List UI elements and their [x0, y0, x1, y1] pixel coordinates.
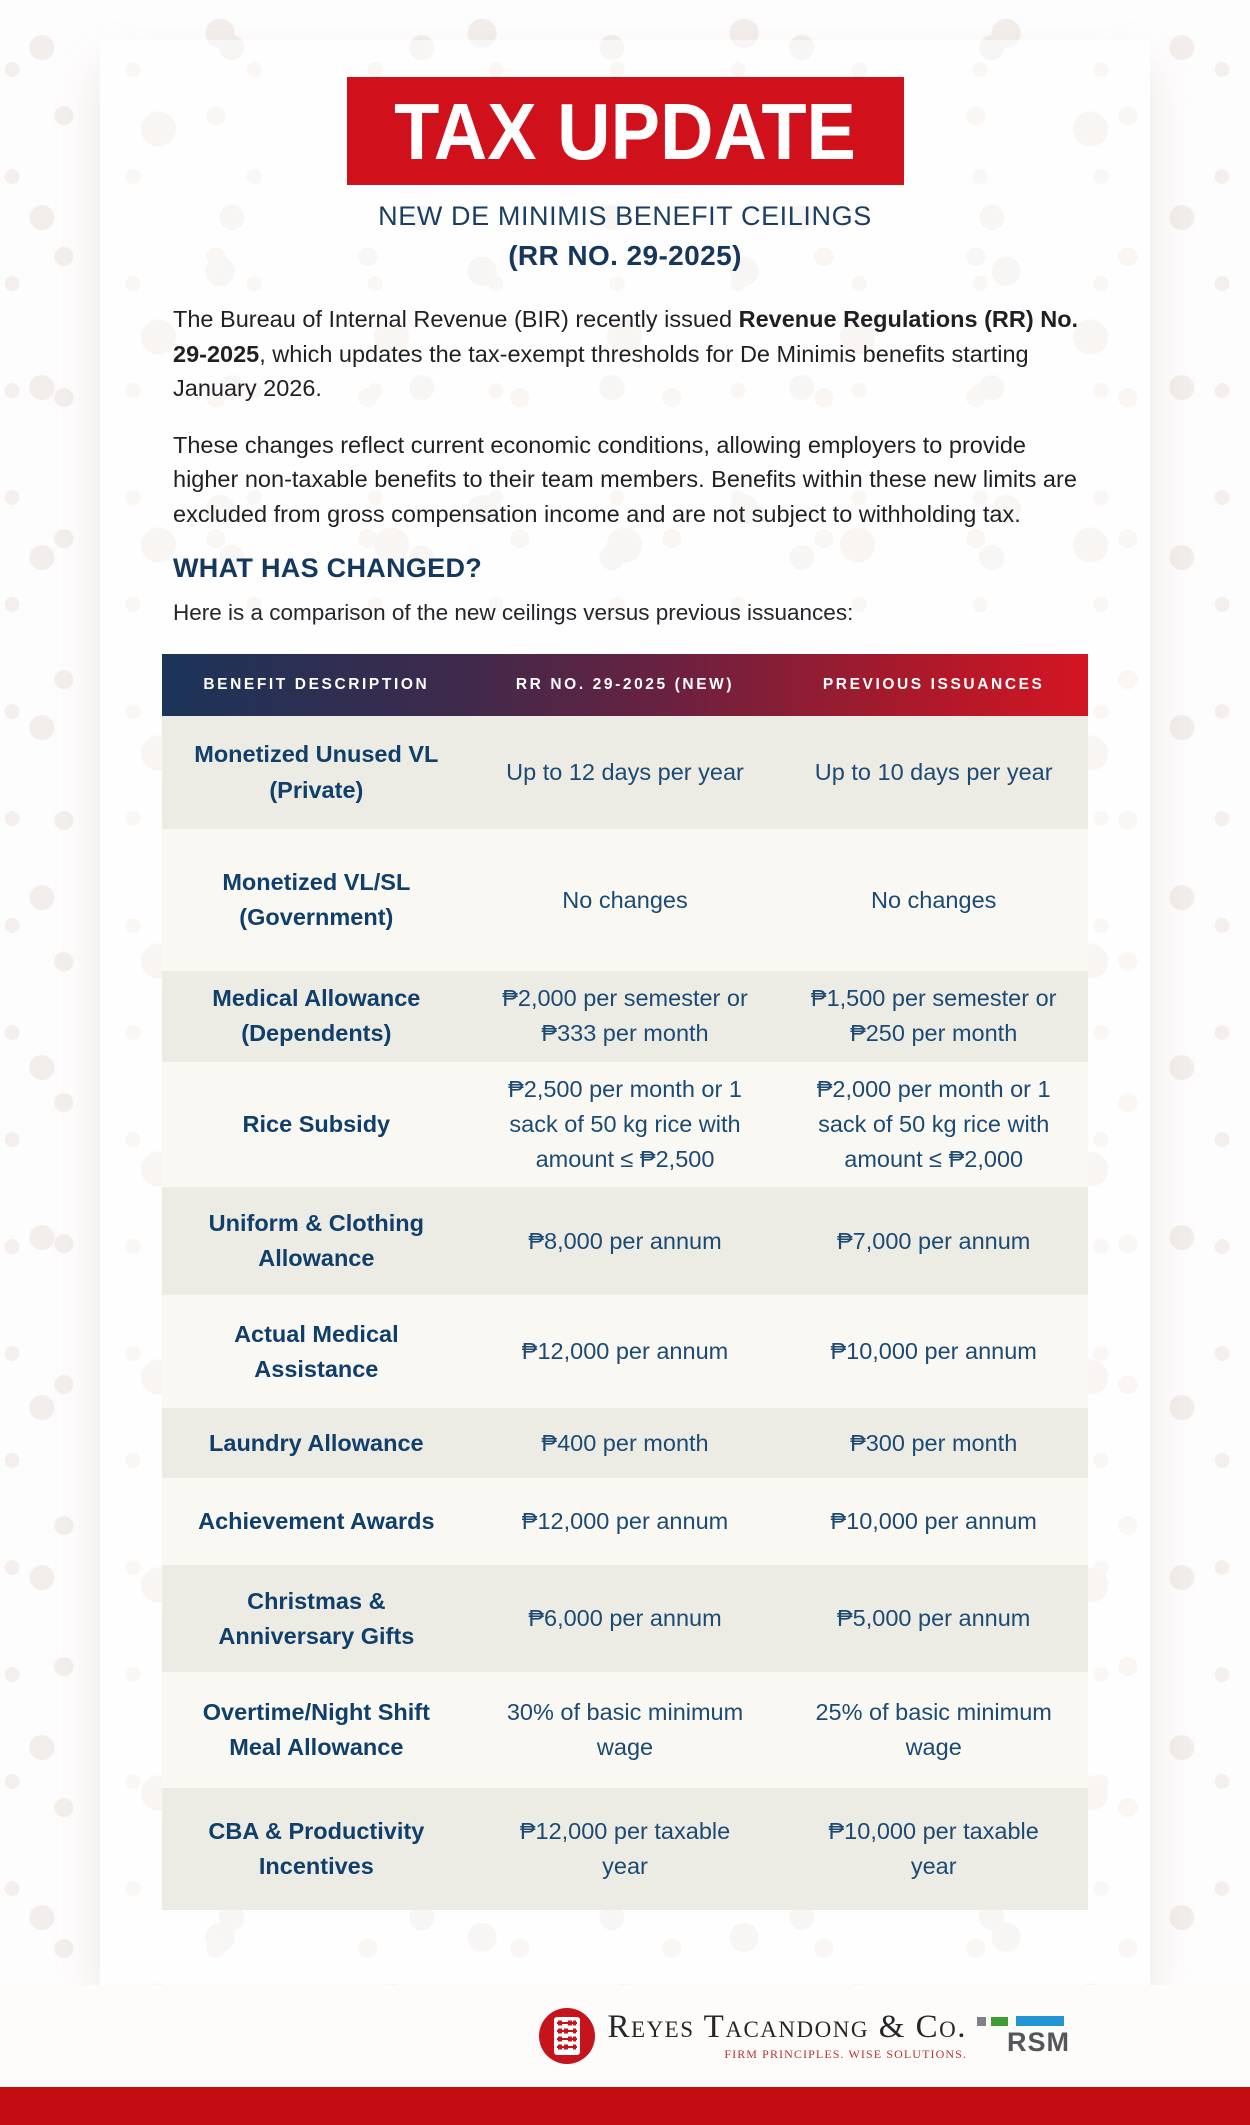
intro-paragraph-1 — [173, 302, 1080, 406]
table-row — [162, 1565, 1088, 1672]
new-ceiling-value: ₱6,000 per annum — [528, 1605, 722, 1632]
firm-name: Reyes Tacandong & Co. — [607, 2008, 967, 2045]
previous-ceiling-value: ₱5,000 per annum — [837, 1605, 1031, 1632]
new-ceiling-value: ₱12,000 per taxable year — [519, 1818, 731, 1880]
page-subtitle: NEW DE MINIMIS BENEFIT CEILINGS — [378, 201, 872, 231]
benefit-name: CBA & Productivity Incentives — [208, 1818, 425, 1880]
new-ceiling-value: ₱2,500 per month or 1 sack of 50 kg rice with amount ≤ ₱2,500 — [508, 1075, 742, 1173]
column-header-new: RR NO. 29-2025 (NEW) — [515, 676, 735, 694]
intro-p1-text: The Bureau of Internal Revenue (BIR) recently issued — [173, 306, 739, 332]
previous-ceiling-value: ₱10,000 per taxable year — [828, 1818, 1039, 1880]
table-row — [162, 971, 1088, 1062]
intro-paragraph-2: These changes reflect current economic conditions, allowing employers to provide higher non-taxable benefits to their team members. Benefits within these new limits are excluded from gross compensation income and are not subject to withholding tax. — [173, 431, 1077, 527]
new-ceiling-value: No changes — [562, 886, 688, 913]
rsm-green-block — [991, 2017, 1008, 2026]
regulation-reference: (RR NO. 29-2025) — [508, 240, 742, 271]
table-row — [162, 1187, 1088, 1295]
abacus-icon — [538, 2007, 596, 2065]
new-ceiling-value: Up to 12 days per year — [506, 759, 744, 786]
rsm-logo — [1007, 2016, 1070, 2056]
rsm-gray-block — [977, 2017, 986, 2026]
benefit-name: Monetized VL/SL (Government) — [222, 868, 411, 931]
column-header-benefit: BENEFIT DESCRIPTION — [203, 676, 430, 694]
previous-ceiling-value: ₱300 per month — [850, 1429, 1018, 1456]
intro-section — [173, 302, 1080, 531]
section-heading: WHAT HAS CHANGED? — [173, 553, 483, 584]
column-header-previous: PREVIOUS ISSUANCES — [822, 676, 1045, 694]
rsm-blocks-icon — [977, 2016, 1064, 2026]
previous-ceiling-value: ₱10,000 per annum — [830, 1338, 1037, 1365]
previous-ceiling-value: ₱1,500 per semester or ₱250 per month — [810, 985, 1057, 1047]
previous-ceiling-value: ₱2,000 per month or 1 sack of 50 kg rice with amount ≤ ₱2,000 — [816, 1075, 1051, 1173]
new-ceiling-value: ₱8,000 per annum — [528, 1227, 722, 1254]
table-row — [162, 1478, 1088, 1565]
section-lead: Here is a comparison of the new ceilings versus previous issuances: — [173, 600, 854, 626]
intro-p1-tail: , which updates the tax-exempt thresholds for De Minimis benefits starting January 2026. — [173, 340, 1029, 402]
benefit-name: Uniform & Clothing Allowance — [208, 1210, 425, 1272]
previous-ceiling-value: 25% of basic minimum wage — [815, 1699, 1052, 1761]
table-body — [162, 716, 1088, 1910]
table-row — [162, 829, 1088, 971]
previous-ceiling-value: ₱10,000 per annum — [830, 1508, 1037, 1535]
footer — [0, 1985, 1250, 2087]
banner-title: TAX UPDATE — [394, 86, 856, 176]
new-ceiling-value: ₱400 per month — [541, 1429, 709, 1456]
bottom-red-bar — [0, 2087, 1250, 2125]
rsm-label: RSM — [1007, 2027, 1070, 2057]
table-row — [162, 1408, 1088, 1478]
new-ceiling-value: 30% of basic minimum wage — [506, 1699, 744, 1761]
benefit-name: Christmas & Anniversary Gifts — [218, 1587, 415, 1649]
new-ceiling-value: ₱12,000 per annum — [521, 1338, 729, 1365]
new-ceiling-value: ₱2,000 per semester or ₱333 per month — [502, 985, 748, 1047]
benefit-name: Medical Allowance (Dependents) — [212, 985, 421, 1047]
table-row — [162, 1672, 1088, 1788]
previous-ceiling-value: Up to 10 days per year — [814, 759, 1053, 786]
rsm-blue-block — [1016, 2016, 1064, 2026]
benefit-name: Monetized Unused VL (Private) — [194, 741, 439, 803]
benefit-name: Actual Medical Assistance — [234, 1320, 399, 1382]
benefit-name: Laundry Allowance — [209, 1429, 424, 1456]
previous-ceiling-value: ₱7,000 per annum — [837, 1227, 1031, 1254]
firm-tagline: FIRM PRINCIPLES. WISE SOLUTIONS. — [724, 2046, 967, 2061]
new-ceiling-value: ₱12,000 per annum — [521, 1508, 729, 1535]
benefit-name: Rice Subsidy — [242, 1110, 391, 1137]
table-row — [162, 1062, 1088, 1188]
table-row — [162, 1788, 1088, 1910]
benefit-name: Achievement Awards — [198, 1508, 435, 1535]
reyes-tacandong-logo — [538, 2007, 967, 2065]
benefit-name: Overtime/Night Shift Meal Allowance — [202, 1699, 430, 1761]
table-header-row — [162, 654, 1088, 716]
table-row — [162, 1295, 1088, 1408]
previous-ceiling-value: No changes — [870, 886, 997, 913]
tax-update-banner — [347, 77, 904, 185]
table-row — [162, 716, 1088, 829]
intro-p1-bold: Revenue Regulations (RR) No. 29-2025 — [173, 306, 1079, 367]
comparison-table — [162, 654, 1088, 1910]
